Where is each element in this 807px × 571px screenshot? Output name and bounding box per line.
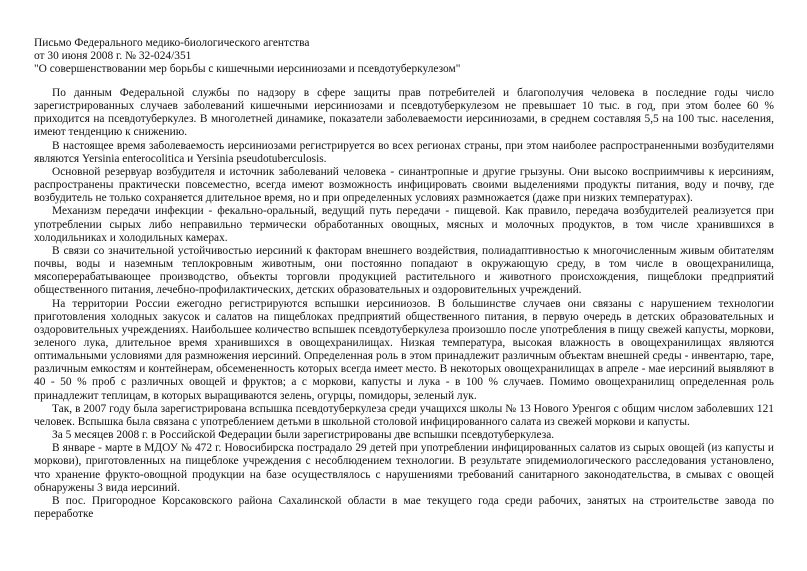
paragraph: По данным Федеральной службы по надзору в сфере защиты прав потребителей и благополучия человека в последние годы число зарегистрированных случаев заболеваний кишечными иерсиниозами и псевдотуберкулезом не превышает 10 тыс. в год, при этом более 60 % приходится на псевдотуберкулез. В многолетней динамике, показатели заболеваемости иерсиниозами, в среднем составляя 5,5 на 100 тыс. населения, имеют тенденцию к снижению. (34, 87, 774, 139)
header-issuer: Письмо Федерального медико-биологического агентства (34, 37, 310, 49)
paragraph: В настоящее время заболеваемость иерсиниозами регистрируется во всех регионах страны, при этом наиболее распространенными возбудителями являются Yersinia enterocolitica и Yersinia pseudotuberculosis. (34, 139, 774, 165)
paragraph: В связи со значительной устойчивостью иерсиний к факторам внешнего воздействия, полиадаптивностью к многочисленным живым обитателям почвы, воды и наземным теплокровным животным, они постоянно попадают в окружающую среду, в том числе в овощехранилища, мясоперерабатывающее производство, объекты торговли продукцией растительного и животного происхождения, пищеблоки предприятий общественного питания, лечебно-профилактических, детских образовательных и оздоровительных учреждений. (34, 244, 774, 297)
paragraph: Механизм передачи инфекции - фекально-оральный, ведущий путь передачи - пищевой. Как правило, передача возбудителей реализуется при употреблении сырых либо неправильно термически обработанных овощных, мясных и молочных продуктов, в том числе хранившихся в холодильниках и холодильных камерах. (34, 205, 774, 244)
document-page (34, 37, 774, 521)
header-date-number: от 30 июня 2008 г. № 32-024/351 (34, 50, 192, 62)
paragraph: В пос. Пригородное Корсаковского района Сахалинской области в мае текущего года среди рабочих, занятых на строительстве завода по переработке (34, 494, 774, 520)
document-body (34, 87, 774, 521)
header-title: "О совершенствовании мер борьбы с кишечными иерсиниозами и псевдотуберкулезом" (34, 63, 461, 75)
paragraph: На территории России ежегодно регистрируются вспышки иерсиниозов. В большинстве случаев они связаны с нарушением технологии приготовления холодных закусок и салатов на пищеблоках предприятий общественного питания, в первую очередь в детских образовательных и оздоровительных учреждениях. Наибольшее количество вспышек псевдотуберкулеза произошло после употребления в пищу свежей капусты, моркови, зеленого лука, длительное время хранившихся в овощехранилищах. Низкая температура, высокая влажность в овощехранилищах являются оптимальными условиями для размножения иерсиний. Определенная роль в этом принадлежит различным объектам внешней среды - инвентарю, таре, различным емкостям и контейнерам, обсемененность которых всегда имеет место. В некоторых овощехранилищах в апреле - мае иерсиний выявляют в 40 - 50 % проб с различных овощей и фруктов; а с моркови, капусты и лука - в 100 % случаев. Помимо овощехранилищ определенная роль принадлежит теплицам, в которых выращиваются зелень, огурцы, помидоры, зеленый лук. (34, 297, 774, 402)
paragraph: Основной резервуар возбудителя и источник заболеваний человека - синантропные и другие грызуны. Они высоко восприимчивы к иерсиниям, распространены практически повсеместно, всегда имеют возможность инфицировать своими выделениями продукты питания, воду и почву, где возбудитель не только сохраняется длительное время, но и при определенных условиях размножается (даже при низких температурах). (34, 165, 774, 205)
paragraph: В январе - марте в МДОУ № 472 г. Новосибирска пострадало 29 детей при употреблении инфицированных салатов из сырых овощей (из капусты и моркови), приготовленных на пищеблоке учреждения с несоблюдением технологии. В результате эпидемиологического расследования установлено, что хранение фрукто-овощной продукции на базе осуществлялось с нарушениями требований санитарного законодательства, в смывах с овощей обнаружены 3 вида иерсиний. (34, 442, 774, 494)
paragraph: За 5 месяцев 2008 г. в Российской Федерации были зарегистрированы две вспышки псевдотуберкулеза. (52, 429, 555, 442)
document-header (34, 37, 774, 76)
paragraph: Так, в 2007 году была зарегистрирована вспышка псевдотуберкулеза среди учащихся школы № 13 Нового Уренгоя с общим числом заболевших 121 человек. Вспышка была связана с употреблением детьми в школьной столовой инфицированного салата из свежей моркови и капусты. (34, 402, 774, 428)
